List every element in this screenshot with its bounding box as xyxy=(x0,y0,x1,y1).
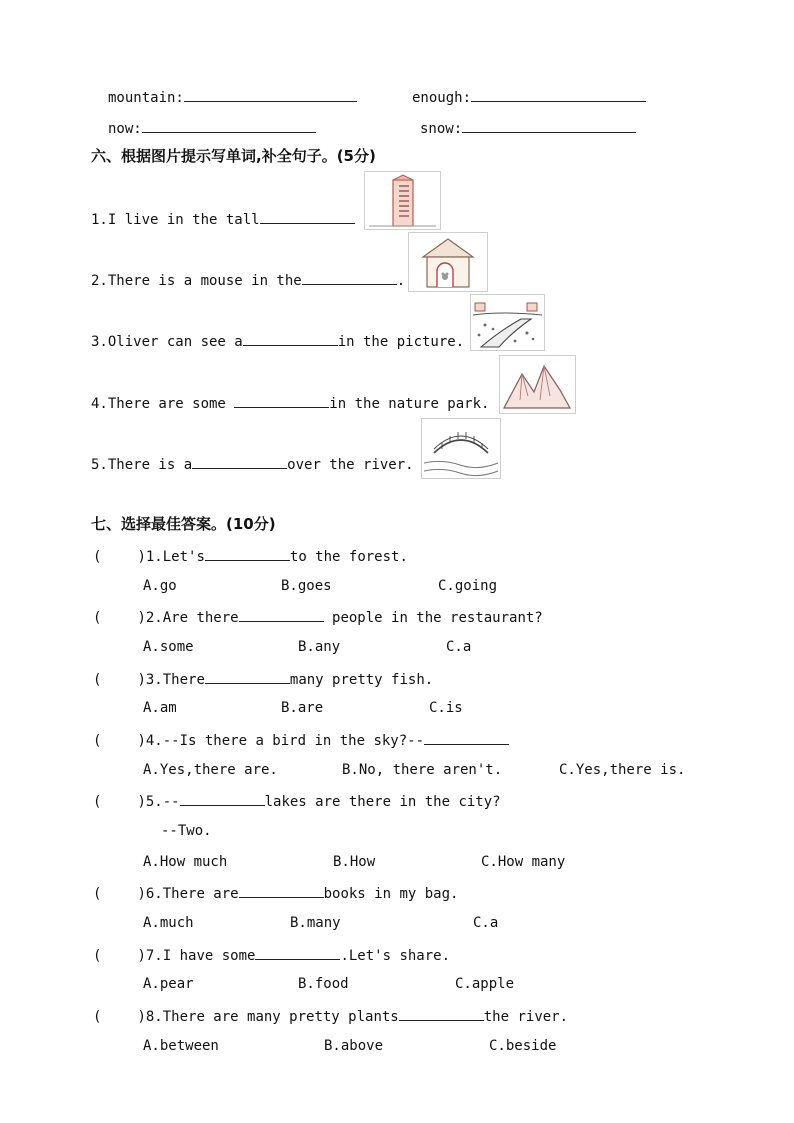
question-2 xyxy=(93,607,543,627)
option-1b[interactable]: B.goes xyxy=(281,578,332,594)
option-2a[interactable]: A.some xyxy=(143,639,194,655)
answer-blank[interactable] xyxy=(180,791,265,806)
paren-open: ( xyxy=(93,733,102,749)
answer-blank[interactable] xyxy=(142,118,316,133)
option-5b[interactable]: B.How xyxy=(333,854,376,870)
option-4b[interactable]: B.No, there aren't. xyxy=(342,762,503,778)
sentence-text: in the picture. xyxy=(337,334,465,350)
option-6b[interactable]: B.many xyxy=(290,915,341,931)
sentence-2 xyxy=(91,270,405,290)
answer-blank[interactable] xyxy=(302,270,397,285)
option-3a[interactable]: A.am xyxy=(143,700,177,716)
question-4 xyxy=(93,730,509,750)
question-text: many pretty fish. xyxy=(289,672,434,688)
paren-close: ) xyxy=(137,672,146,688)
vocab-item-now xyxy=(108,118,316,138)
question-1 xyxy=(93,546,408,566)
question-text: 2.Are there xyxy=(145,610,239,626)
house-icon xyxy=(408,232,488,292)
sentence-text: 3.Oliver can see a xyxy=(91,334,243,350)
village-road-icon xyxy=(470,294,545,351)
option-8a[interactable]: A.between xyxy=(143,1038,219,1054)
answer-blank[interactable] xyxy=(471,87,646,102)
paren-close: ) xyxy=(137,948,146,964)
sentence-text: 2.There is a mouse in the xyxy=(91,273,302,289)
question-text: 8.There are many pretty plants xyxy=(145,1009,399,1025)
question-text: the river. xyxy=(483,1009,569,1025)
sentence-text: . xyxy=(396,273,406,289)
option-1c[interactable]: C.going xyxy=(438,578,498,594)
option-2c[interactable]: C.a xyxy=(446,639,472,655)
vocab-item-enough xyxy=(412,87,646,107)
paren-close: ) xyxy=(137,610,146,626)
option-5c[interactable]: C.How many xyxy=(481,854,566,870)
vocab-word: snow: xyxy=(420,121,463,137)
paren-close: ) xyxy=(137,549,146,565)
question-text: 7.I have some xyxy=(145,948,256,964)
sentence-3 xyxy=(91,331,464,351)
answer-blank[interactable] xyxy=(192,454,287,469)
option-8b[interactable]: B.above xyxy=(324,1038,384,1054)
tall-building-icon xyxy=(364,171,441,230)
question-text: people in the restaurant? xyxy=(323,610,543,626)
mountains-icon xyxy=(499,355,576,414)
question-text: books in my bag. xyxy=(323,886,459,902)
sentence-4 xyxy=(91,393,489,413)
vocab-word: mountain: xyxy=(108,90,184,106)
sentence-text: over the river. xyxy=(287,457,414,473)
answer-blank[interactable] xyxy=(234,393,329,408)
answer-blank[interactable] xyxy=(260,209,355,224)
paren-open: ( xyxy=(93,672,102,688)
question-text: .Let's share. xyxy=(340,948,451,964)
sentence-text: in the nature park. xyxy=(329,396,490,412)
question-text: to the forest. xyxy=(289,549,408,565)
dialogue-answer: --Two. xyxy=(161,823,212,839)
question-text: 4.--Is there a bird in the sky?-- xyxy=(145,733,425,749)
answer-blank[interactable] xyxy=(239,607,324,622)
option-7b[interactable]: B.food xyxy=(298,976,349,992)
option-8c[interactable]: C.beside xyxy=(489,1038,557,1054)
sentence-5 xyxy=(91,454,414,474)
paren-open: ( xyxy=(93,886,102,902)
question-8 xyxy=(93,1006,568,1026)
paren-open: ( xyxy=(93,549,102,565)
paren-close: ) xyxy=(137,886,146,902)
option-6a[interactable]: A.much xyxy=(143,915,194,931)
question-text: 5.-- xyxy=(145,794,180,810)
vocab-word: enough: xyxy=(412,90,472,106)
sentence-text: 5.There is a xyxy=(91,457,193,473)
paren-open: ( xyxy=(93,1009,102,1025)
question-5 xyxy=(93,791,501,811)
paren-open: ( xyxy=(93,610,102,626)
answer-blank[interactable] xyxy=(462,118,636,133)
vocab-word: now: xyxy=(108,121,142,137)
answer-blank[interactable] xyxy=(255,945,340,960)
option-7a[interactable]: A.pear xyxy=(143,976,194,992)
question-3 xyxy=(93,669,433,689)
paren-close: ) xyxy=(137,1009,146,1025)
option-6c[interactable]: C.a xyxy=(473,915,499,931)
question-text: 1.Let's xyxy=(145,549,205,565)
option-3c[interactable]: C.is xyxy=(429,700,463,716)
paren-close: ) xyxy=(137,733,146,749)
sentence-1 xyxy=(91,209,355,229)
option-7c[interactable]: C.apple xyxy=(455,976,515,992)
question-text: lakes are there in the city? xyxy=(264,794,501,810)
option-1a[interactable]: A.go xyxy=(143,578,177,594)
vocab-item-snow xyxy=(420,118,636,138)
vocab-item-mountain xyxy=(108,87,357,107)
option-2b[interactable]: B.any xyxy=(298,639,341,655)
question-7 xyxy=(93,945,450,965)
bridge-icon xyxy=(421,418,501,479)
answer-blank[interactable] xyxy=(399,1006,484,1021)
section7-title: 七、选择最佳答案。(10分) xyxy=(91,515,276,533)
section6-title: 六、根据图片提示写单词,补全句子。(5分) xyxy=(91,147,376,165)
paren-close: ) xyxy=(137,794,146,810)
answer-blank[interactable] xyxy=(205,669,290,684)
question-6 xyxy=(93,883,458,903)
paren-open: ( xyxy=(93,948,102,964)
sentence-text: 1.I live in the tall xyxy=(91,212,260,228)
answer-blank[interactable] xyxy=(243,331,338,346)
answer-blank[interactable] xyxy=(424,730,509,745)
option-3b[interactable]: B.are xyxy=(281,700,324,716)
option-5a[interactable]: A.How much xyxy=(143,854,228,870)
sentence-text: 4.There are some xyxy=(91,396,235,412)
paren-open: ( xyxy=(93,794,102,810)
option-4a[interactable]: A.Yes,there are. xyxy=(143,762,278,778)
answer-blank[interactable] xyxy=(205,546,290,561)
option-4c[interactable]: C.Yes,there is. xyxy=(559,762,686,778)
question-text: 3.There xyxy=(145,672,205,688)
answer-blank[interactable] xyxy=(184,87,357,102)
question-text: 6.There are xyxy=(145,886,239,902)
answer-blank[interactable] xyxy=(239,883,324,898)
